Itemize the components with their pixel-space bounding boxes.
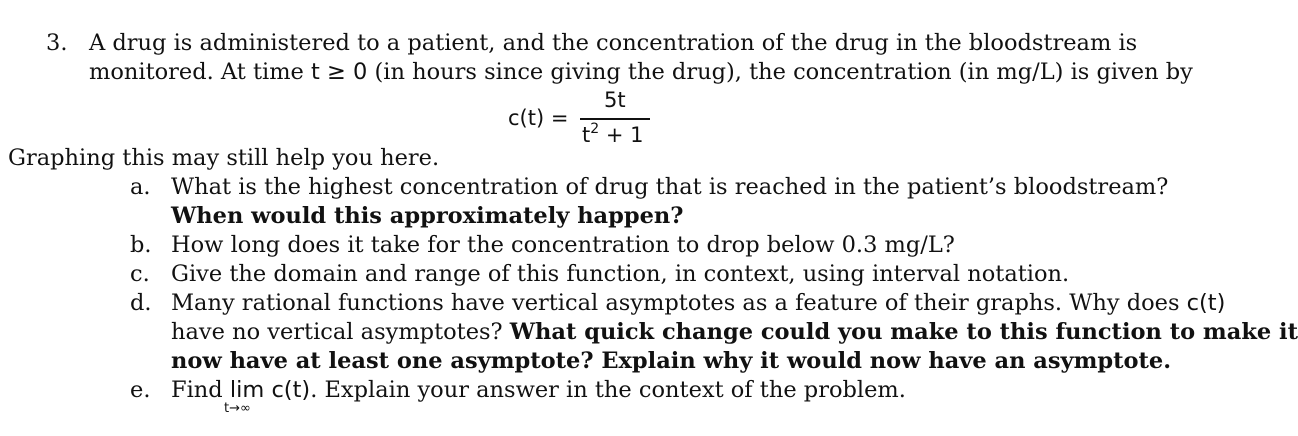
part-d-line1 xyxy=(171,290,1225,316)
part-b-line1: How long does it take for the concentration to drop below 0.3 mg/L? xyxy=(171,232,955,258)
denominator-base: t xyxy=(582,123,591,147)
denominator-rest: + 1 xyxy=(599,123,644,147)
part-e-rest: . Explain your answer in the context of the problem. xyxy=(310,377,906,403)
part-d-line3: now have at least one asymptote? Explain why it would now have an asymptote. xyxy=(171,348,1172,374)
part-e-label: e. xyxy=(130,377,151,403)
formula-fraction-bar xyxy=(580,118,650,120)
part-e-find: Find xyxy=(171,377,230,403)
formula-denominator xyxy=(582,121,643,147)
intro-text-b: (in hours since giving the drug), the concentration (in mg/L) is given by xyxy=(367,59,1193,85)
part-d-text-bold: What quick change could you make to this function to make it xyxy=(509,319,1298,345)
denominator-exponent: 2 xyxy=(590,121,600,137)
part-d-function: c(t) xyxy=(1186,290,1226,316)
part-e-function: c(t) xyxy=(271,377,311,403)
graph-hint: Graphing this may still help you here. xyxy=(8,145,440,171)
part-b-label: b. xyxy=(130,232,152,258)
problem-number: 3. xyxy=(46,30,68,56)
part-d-line2 xyxy=(171,319,1298,345)
part-c-label: c. xyxy=(130,261,150,287)
part-d-text-a: Many rational functions have vertical asymptotes as a feature of their graphs. Why does xyxy=(171,290,1187,316)
part-a-label: a. xyxy=(130,174,151,200)
problem-intro-line1: A drug is administered to a patient, and the concentration of the drug in the bloodstream is xyxy=(89,30,1138,56)
limit-operator: lim xyxy=(229,377,265,403)
problem-intro-line2 xyxy=(89,59,1193,85)
part-d-text-b: have no vertical asymptotes? xyxy=(171,319,510,345)
part-a-line1: What is the highest concentration of drug that is reached in the patient’s bloodstream? xyxy=(171,174,1169,200)
part-d-label: d. xyxy=(130,290,152,316)
part-c-line1: Give the domain and range of this function, in context, using interval notation. xyxy=(171,261,1070,287)
limit-subscript: t→∞ xyxy=(224,401,251,416)
formula-lhs: c(t) = xyxy=(508,106,569,130)
intro-text-a: monitored. At time xyxy=(89,59,312,85)
time-condition: t ≥ 0 xyxy=(311,59,368,85)
part-e-line1 xyxy=(171,377,906,403)
part-a-line2: When would this approximately happen? xyxy=(171,203,684,229)
formula-numerator: 5t xyxy=(604,88,626,112)
